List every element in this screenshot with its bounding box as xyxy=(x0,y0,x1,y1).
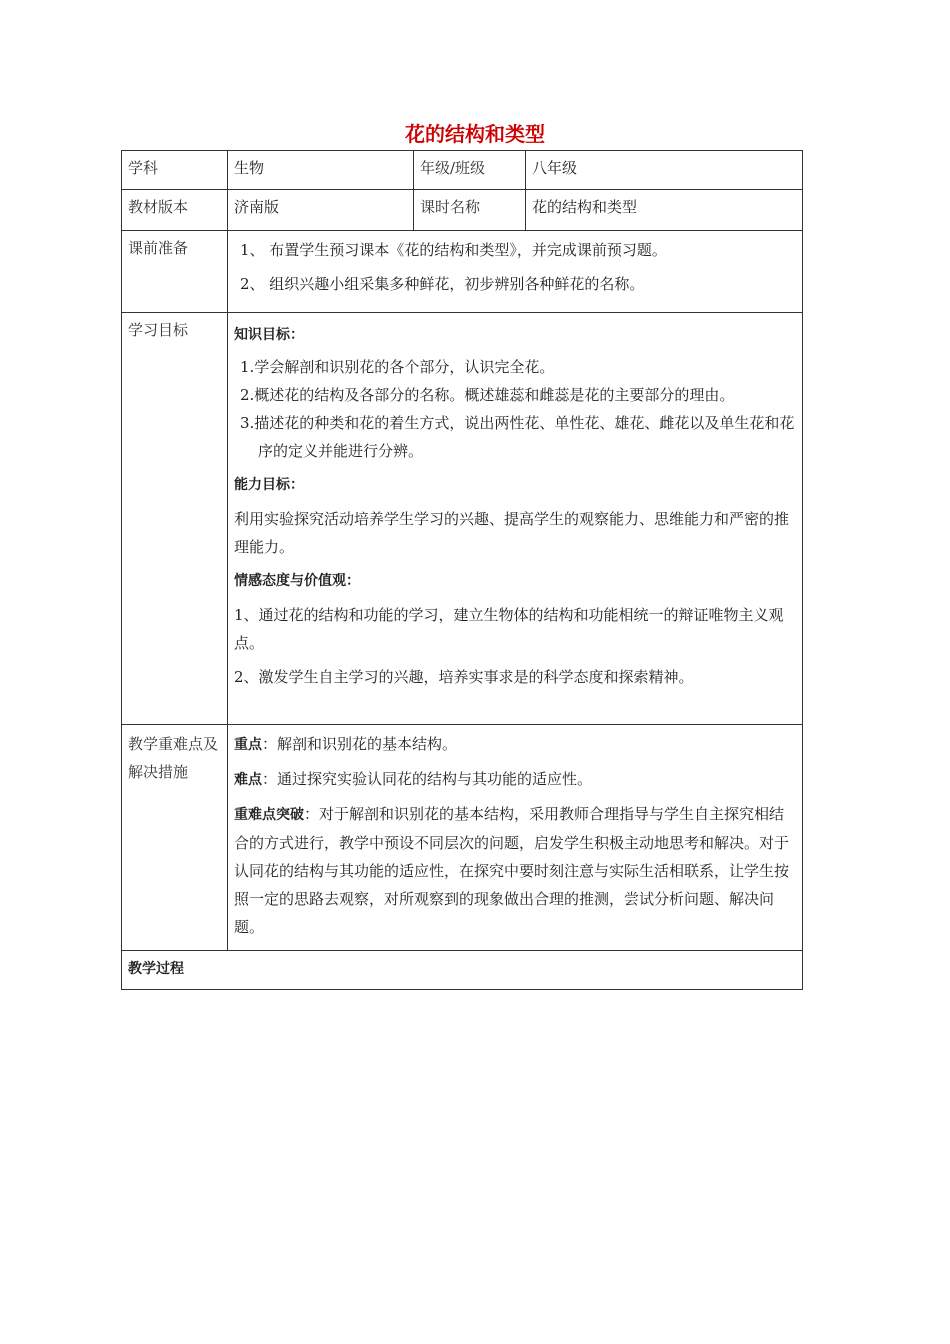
process-label: 教学过程 xyxy=(128,961,184,977)
hard-point xyxy=(234,765,796,794)
lesson-plan-table xyxy=(121,150,803,990)
goals-row xyxy=(122,313,803,725)
goals-content xyxy=(228,313,803,725)
key-point xyxy=(234,730,796,759)
ability-heading: 能力目标： xyxy=(234,477,304,493)
info-row-edition xyxy=(122,190,803,231)
key-point-text: ：解剖和识别花的基本结构。 xyxy=(262,735,458,753)
emotion-item-1: 1、通过花的结构和功能的学习，建立生物体的结构和功能相统一的辩证唯物主义观点。 xyxy=(234,606,784,652)
knowledge-item-2: 2.概述花的结构及各部分的名称。概述雄蕊和雌蕊是花的主要部分的理由。 xyxy=(240,386,735,404)
solution-text: ：对于解剖和识别花的基本结构，采用教师合理指导与学生自主探究相结合的方式进行，教学中预设不同层次的问题，启发学生积极主动地思考和解决。对于认同花的结构与其功能的适应性，在探究中要时刻注意与实际生活相联系，让学生按照一定的思路去观察，对所观察到的现象做出合理的推测，尝试分析问题、解决问题。 xyxy=(234,805,790,936)
lesson-value: 花的结构和类型 xyxy=(526,190,803,231)
emotion-heading: 情感态度与价值观： xyxy=(234,573,360,589)
knowledge-heading: 知识目标： xyxy=(234,327,304,343)
process-cell xyxy=(122,951,803,990)
lesson-label: 课时名称 xyxy=(414,190,526,231)
page-title: 花的结构和类型 xyxy=(405,122,545,146)
prep-content xyxy=(228,231,803,313)
edition-value: 济南版 xyxy=(228,190,414,231)
difficulty-label: 教学重难点及解决措施 xyxy=(122,725,228,951)
grade-value: 八年级 xyxy=(526,151,803,190)
knowledge-item-1: 1.学会解剖和识别花的各个部分，认识完全花。 xyxy=(240,358,555,376)
subject-label: 学科 xyxy=(122,151,228,190)
process-row xyxy=(122,951,803,990)
grade-label: 年级/班级 xyxy=(414,151,526,190)
hard-point-heading: 难点 xyxy=(234,772,262,788)
goals-label: 学习目标 xyxy=(122,313,228,725)
ability-text: 利用实验探究活动培养学生学习的兴趣、提高学生的观察能力、思维能力和严密的推理能力。 xyxy=(234,510,790,556)
difficulty-content xyxy=(228,725,803,951)
subject-value: 生物 xyxy=(228,151,414,190)
hard-point-text: ：通过探究实验认同花的结构与其功能的适应性。 xyxy=(262,770,593,788)
knowledge-item-3: 3.描述花的种类和花的着生方式，说出两性花、单性花、雄花、雌花以及单生花和花序的定义并能进行分辨。 xyxy=(240,414,795,460)
edition-label: 教材版本 xyxy=(122,190,228,231)
prep-item-2: 2、 组织兴趣小组采集多种鲜花，初步辨别各种鲜花的名称。 xyxy=(240,275,645,293)
prep-item-1: 1、 布置学生预习课本《花的结构和类型》，并完成课前预习题。 xyxy=(240,241,667,259)
difficulty-row xyxy=(122,725,803,951)
prep-row xyxy=(122,231,803,313)
solution xyxy=(234,800,796,941)
key-point-heading: 重点 xyxy=(234,737,262,753)
prep-label: 课前准备 xyxy=(122,231,228,313)
solution-heading: 重难点突破 xyxy=(234,807,304,823)
emotion-item-2: 2、激发学生自主学习的兴趣，培养实事求是的科学态度和探索精神。 xyxy=(234,668,694,686)
info-row-subject xyxy=(122,151,803,190)
